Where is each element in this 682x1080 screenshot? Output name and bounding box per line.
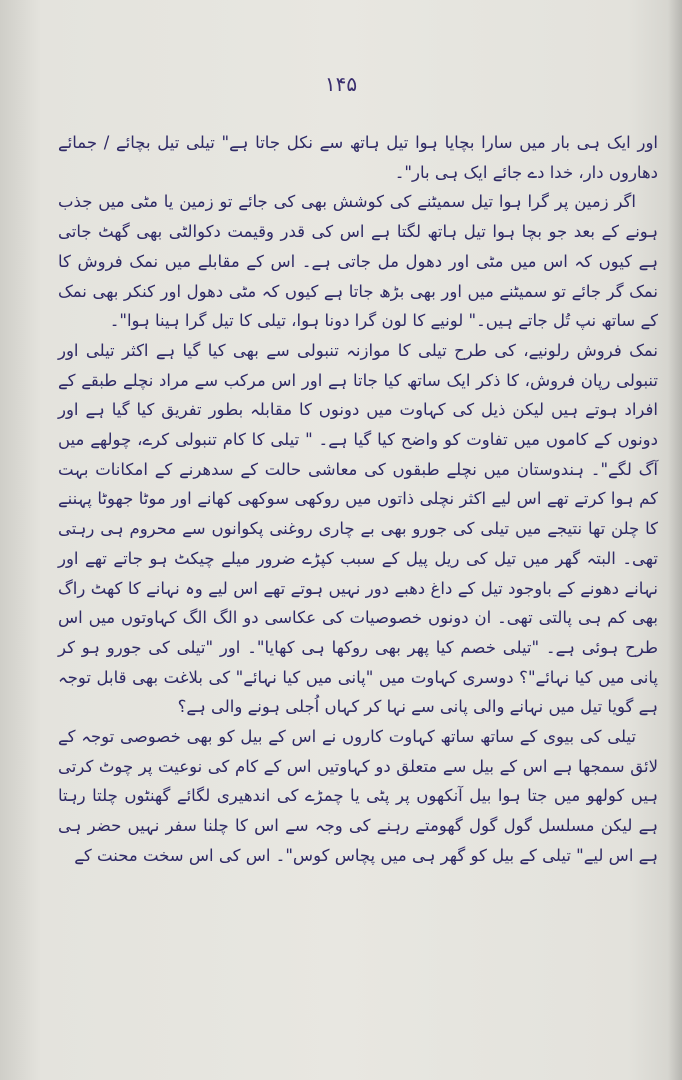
page-number: ۱۴۵ [324, 72, 358, 96]
paragraph-1: اور ایک ہی بار میں سارا بچایا ہوا تیل ہاتھ سے نکل جاتا ہے" تیلی تیل بچائے / جمائے دھاروں دار، خدا دے جائے ایک ہی بار"۔ [58, 133, 658, 182]
paragraph-4: تیلی کی بیوی کے ساتھ ساتھ کہاوت کاروں نے اس کے بیل کو بھی خصوصی توجہ کے لائق سمجھا ہے اس کے بیل سے متعلق دو کہاوتیں اس کے کام کی نوعیت پر چوٹ کرتی ہیں کولھو میں جتا ہوا بیل آنکھوں پر پٹی یا چمڑے کی اندھیری لگائے گھنٹوں چلتا رہتا ہے لیکن مسلسل گول گول گھومتے رہنے کی وجہ سے اس کا چلنا سفر نہیں حضر ہی ہے اس لیے" تیلی کے بیل کو گھر ہی میں پچاس کوس"۔ اس کی اس سخت محنت کے [58, 727, 658, 865]
paragraph-3: نمک فروش رلونیے، کی طرح تیلی کا موازنہ تنبولی سے بھی کیا گیا ہے اکثر تیلی اور تنبولی رپان فروش، کا ذکر ایک ساتھ کیا جاتا ہے اور اس مرکب سے مراد نچلے طبقے کے افراد ہوتے ہیں لیکن ذیل کی کہاوت میں دونوں کا مقابلہ بطور تفریق کیا گیا ہے اور دونوں کے کاموں میں تفاوت کو واضح کیا گیا ہے۔ " تیلی کا کام تنبولی کرے، چولھے میں آگ لگے"۔ ہندوستان میں نچلے طبقوں کی معاشی حالت کے سدھرنے کے امکانات بہت کم ہوا کرتے تھے اس لیے اکثر نچلی ذاتوں میں روکھی سوکھی کھانے اور موٹا جھوٹا پہننے کا چلن تھا نتیجے میں تیلی کی جورو بھی بے چاری روغنی پکوانوں سے محروم ہی رہتی تھی۔ البتہ گھر میں تیل کی ریل پیل کے سبب کپڑے ضرور میلے چیکٹ ہو جاتے تھے اور نہانے دھونے کے باوجود تیل کے داغ دھبے دور نہیں ہوتے تھے اس لیے وہ نہانے کا کھٹ راگ بھی کم ہی پالتی تھی۔ ان دونوں خصوصیات کی عکاسی دو الگ الگ کہاوتوں میں اس طرح ہوئی ہے۔ "تیلی خصم کیا پھر بھی روکھا ہی کھایا"۔ اور "تیلی کی جورو ہو کر پانی میں کیا نہائے"؟ دوسری کہاوت میں "پانی میں کیا نہائے" کی بلاغت بھی قابل توجہ ہے گویا تیل میں نہانے والی پانی سے نہا کر کہاں اُجلی ہونے والی ہے؟ [58, 340, 658, 717]
paragraph-2: اگر زمین پر گرا ہوا تیل سمیٹنے کی کوشش بھی کی جائے تو زمین یا مٹی میں جذب ہونے کے بعد جو بچا ہوا تیل ہاتھ لگتا ہے اس کی قدر وقیمت دکوالٹی بھی گھٹ جاتی ہے کیوں کہ اس میں مٹی اور دھول مل جاتی ہے۔ اس کے مقابلے میں نمک فروش کا نمک گر جائے تو سمیٹنے میں اور بھی بڑھ جاتا ہے کیوں کہ مٹی دھول اور کنکر بھی نمک کے ساتھ نپ تُل جاتے ہیں۔" لونیے کا لون گرا دونا ہوا، تیلی کا تیل گرا ہینا ہوا"۔ [58, 192, 658, 331]
page-body [58, 128, 658, 871]
page-binding-shadow [668, 0, 682, 1080]
